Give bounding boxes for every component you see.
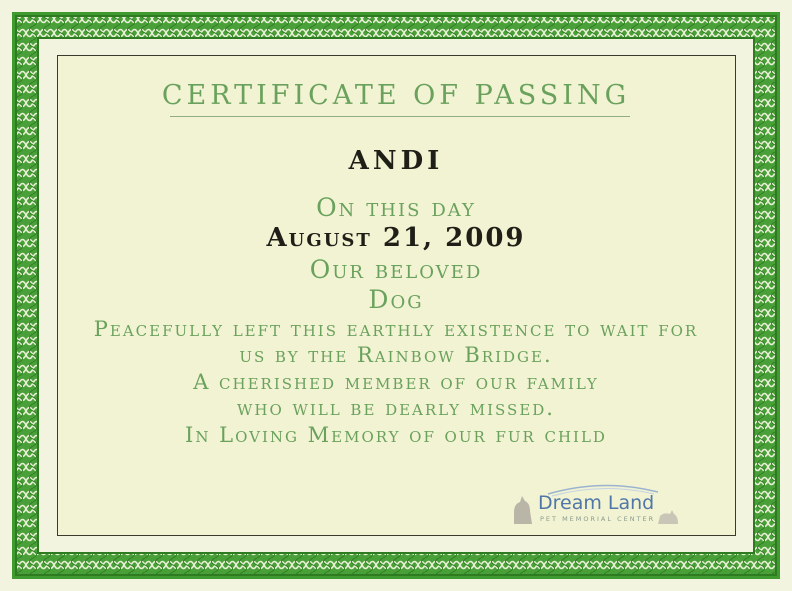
logo-subtitle: PET MEMORIAL CENTER [540,515,656,523]
passing-date: August 21, 2009 [266,223,526,253]
logo-name: Dream Land [538,492,655,514]
line-on-this-day: On this day [316,193,476,222]
line-beloved: Our beloved [309,255,483,284]
title-divider [170,116,630,117]
line-dearly-missed: who will be dearly missed. [237,396,555,420]
pet-name: ANDI [348,146,444,176]
line-rainbow-bridge: us by the Rainbow Bridge. [239,343,553,367]
pet-species: Dog [368,285,424,314]
line-peacefully: Peacefully left this earthly existence to wait for [93,317,699,341]
line-loving-memory: In Loving Memory of our fur child [185,423,607,447]
line-cherished: A cherished member of our family [193,370,599,394]
certificate-title: CERTIFICATE OF PASSING [161,80,631,111]
dream-land-logo [508,484,698,530]
